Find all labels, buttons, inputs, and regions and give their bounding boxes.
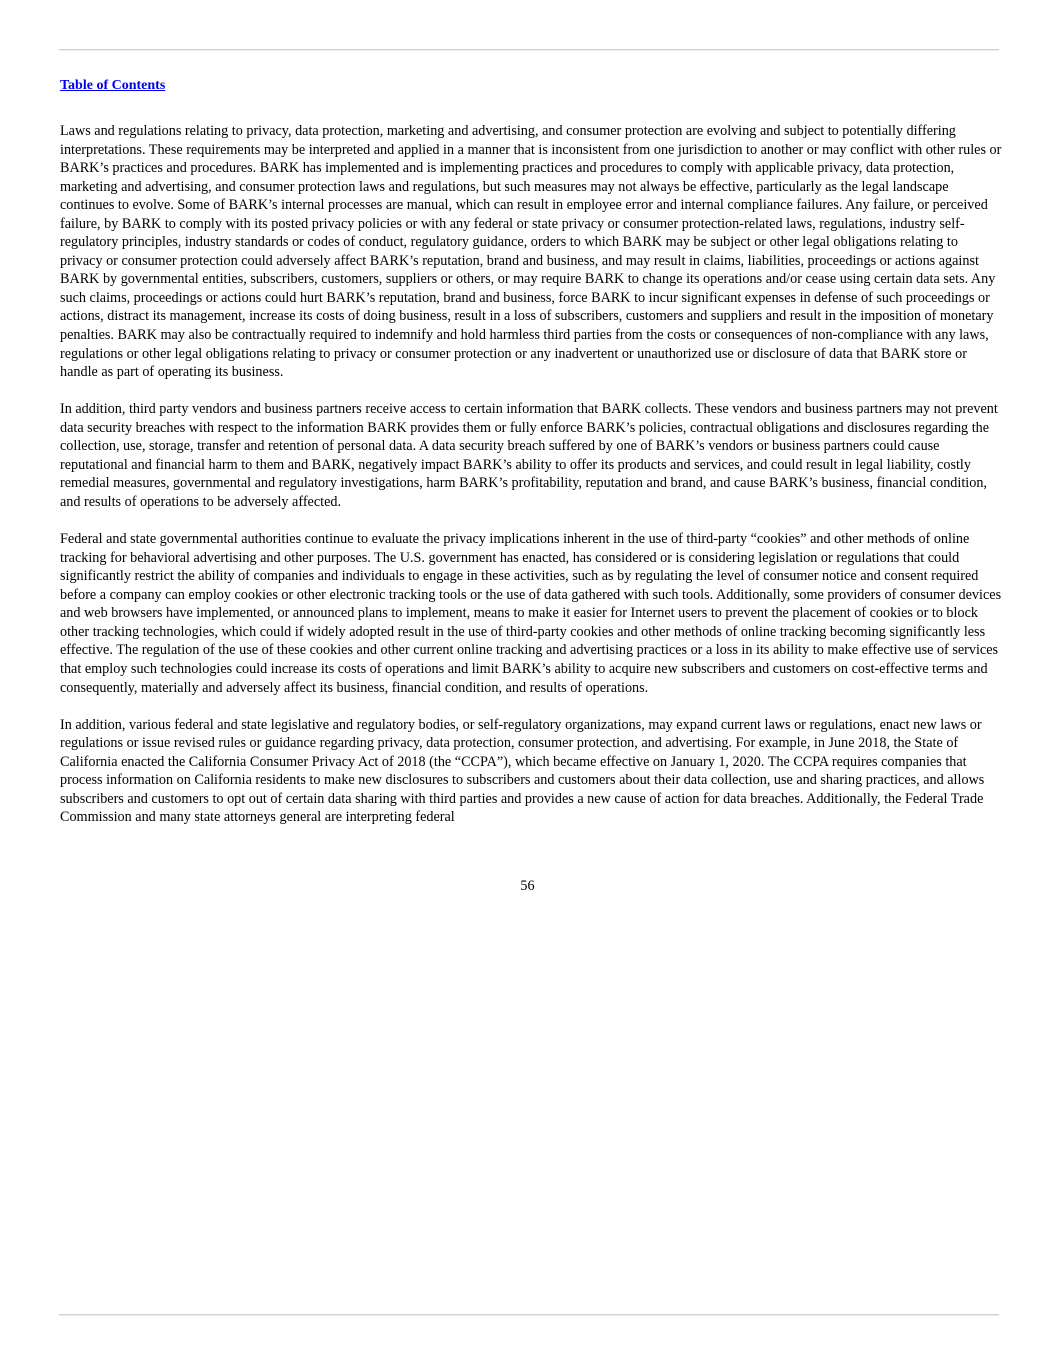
paragraph-third-party-vendors: In addition, third party vendors and business partners receive access to certain information that BARK collects. These vendors and business partners may not prevent data security breaches with respect to the information BARK provides them or fully enforce BARK’s policies, contractual obligations and disclosures regarding the collection, use, storage, transfer and retention of personal data. A data security breach suffered by one of BARK’s vendors or business partners could cause reputational and financial harm to them and BARK, negatively impact BARK’s ability to offer its products and services, and could result in legal liability, costly remedial measures, governmental and regulatory investigations, harm BARK’s profitability, reputation and brand, and cause BARK’s business, financial condition, and results of operations to be adversely affected. [60,401,998,510]
document-body [60,122,1002,846]
top-divider [59,49,999,50]
bottom-divider [59,1314,999,1315]
table-of-contents-link[interactable]: Table of Contents [60,78,166,93]
paragraph-ccpa: In addition, various federal and state legislative and regulatory bodies, or self-regulatory organizations, may expand current laws or regulations, enact new laws or regulations or issue revised rules or guidance regarding privacy, data protection, consumer protection, and advertising. For example, in June 2018, the State of California enacted the California Consumer Privacy Act of 2018 (the “CCPA”), which became effective on January 1, 2020. The CCPA requires companies that process information on California residents to make new disclosures to subscribers and customers about their data collection, use and sharing practices, and allows subscribers and customers to opt out of certain data sharing with third parties and provides a new cause of action for data breaches. Additionally, the Federal Trade Commission and many state attorneys general are interpreting federal [60,716,985,826]
page-number: 56 [520,878,535,894]
paragraph-cookies-tracking: Federal and state governmental authorities continue to evaluate the privacy implications inherent in the use of third-party “cookies” and other methods of online tracking for behavioral advertising and other purposes. The U.S. government has enacted, has considered or is considering legislation or regulations that could significantly restrict the ability of companies and individuals to engage in these activities, such as by regulating the level of consumer notice and consent required before a company can employ cookies or other electronic tracking tools or the use of data gathered with such tools. Additionally, some providers of consumer devices and web browsers have implemented, or announced plans to implement, means to make it easier for Internet users to prevent the placement of cookies or to block other tracking technologies, which could if widely adopted result in the use of third-party cookies and other methods of online tracking becoming significantly less effective. The regulation of the use of these cookies and other current online tracking and advertising practices or a loss in its ability to make effective use of services that employ such technologies could increase its costs of operations and limit BARK’s ability to acquire new subscribers and customers on cost-effective terms and consequently, materially and adversely affect its business, financial condition, and results of operations. [60,531,1002,696]
paragraph-privacy-laws: Laws and regulations relating to privacy, data protection, marketing and advertising, and consumer protection are evolving and subject to potentially differing interpretations. These requirements may be interpreted and applied in a manner that is inconsistent from one jurisdiction to another or may conflict with other rules or BARK’s practices and procedures. BARK has implemented and is implementing practices and procedures to comply with applicable privacy, data protection, marketing and advertising, and consumer protection laws and regulations, but such measures may not always be effective, particularly as the legal landscape continues to evolve. Some of BARK’s internal processes are manual, which can result in employee error and internal compliance failures. Any failure, or perceived failure, by BARK to comply with its posted privacy policies or with any federal or state privacy or consumer protection-related laws, regulations, industry self-regulatory principles, industry standards or codes of conduct, regulatory guidance, orders to which BARK may be subject or other legal obligations relating to privacy or consumer protection could adversely affect BARK’s reputation, brand and business, and may result in claims, liabilities, proceedings or actions against BARK by governmental entities, subscribers, customers, suppliers or others, or may require BARK to change its operations and/or cease using certain data sets. Any such claims, proceedings or actions could hurt BARK’s reputation, brand and business, force BARK to incur significant expenses in defense of such proceedings or actions, distract its management, increase its costs of doing business, result in a loss of subscribers, customers and suppliers and result in the imposition of monetary penalties. BARK may also be contractually required to indemnify and hold harmless third parties from the costs or consequences of non-compliance with any laws, regulations or other legal obligations relating to privacy or consumer protection or any inadvertent or unauthorized use or disclosure of data that BARK store or handle as part of operating its business. [60,123,1002,381]
